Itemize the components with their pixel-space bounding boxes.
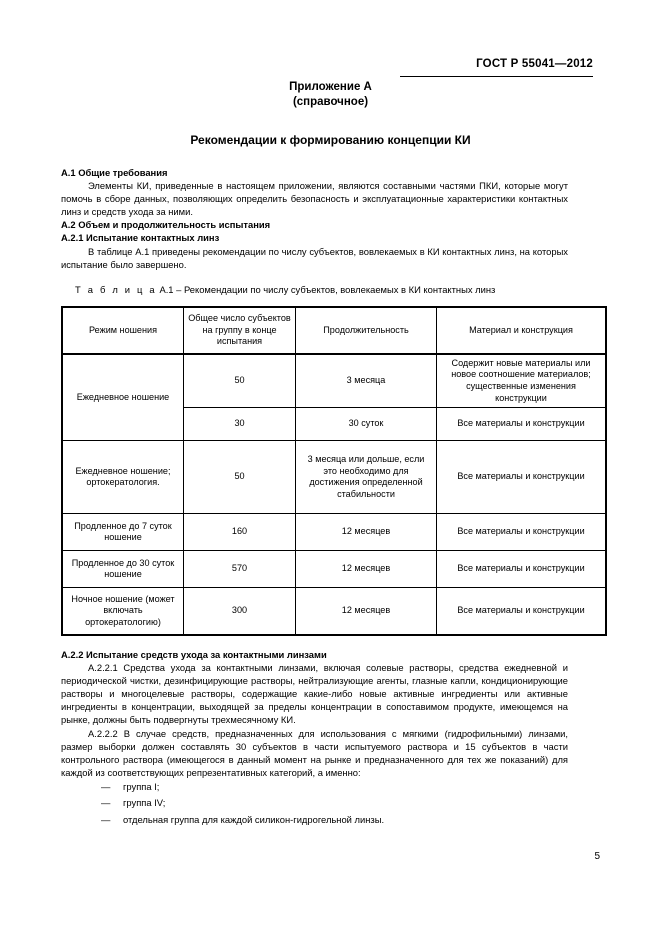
dash-marker: — (101, 780, 111, 792)
cell-duration: 12 месяцев (296, 588, 437, 636)
table-head (62, 307, 606, 354)
col-header-duration: Продолжительность (296, 307, 437, 354)
page-title: Рекомендации к формированию концепции КИ (190, 133, 471, 147)
category-list (61, 779, 568, 829)
heading-a21: А.2.1 Испытание контактных линз (61, 232, 220, 244)
cell-material: Все материалы и конструкции (437, 408, 607, 441)
table-body (62, 354, 606, 635)
table-row (62, 588, 606, 636)
heading-a22: А.2.2 Испытание средств ухода за контактными линзами (61, 649, 327, 660)
heading-a2: А.2 Объем и продолжительность испытания (61, 219, 271, 231)
body-upper (61, 166, 568, 271)
heading-a1: А.1 Общие требования (61, 167, 168, 178)
cell-duration: 3 месяца (296, 354, 437, 408)
cell-mode: Продленное до 30 суток ношение (62, 551, 184, 588)
cell-material: Все материалы и конструкции (437, 514, 607, 551)
cell-subjects: 50 (184, 354, 296, 408)
cell-material: Все материалы и конструкции (437, 441, 607, 514)
cell-duration: 12 месяцев (296, 551, 437, 588)
table-row (62, 354, 606, 408)
body-lower (61, 648, 568, 828)
cell-subjects: 30 (184, 408, 296, 441)
paragraph-a221: А.2.2.1 Средства ухода за контактными линзами, включая солевые растворы, средства ежедневной и периодической чистки, дезинфицирующие растворы, нейтрализующие агенты, глазные капли, кондиционирующие растворы и многоцелевые растворы, содержащие какие-либо новые активные ингредиенты или активные ингредиенты в концентрации, выходящей за пределы концентрации в сопоставимом продукте, имеющемся на рынке, должны быть подвергнуты трехмесячному КИ. (61, 662, 568, 726)
table-caption-number: А.1 (159, 284, 174, 295)
cell-subjects: 160 (184, 514, 296, 551)
cell-material: Все материалы и конструкции (437, 588, 607, 636)
header-rule (400, 76, 593, 77)
cell-mode: Ежедневное ношение; ортокератология. (62, 441, 184, 514)
table-caption-text: – Рекомендации по числу субъектов, вовлекаемых в КИ контактных линз (176, 284, 496, 295)
table-caption-label: Т а б л и ц а (75, 284, 157, 295)
list-item-label: группа IV; (123, 797, 166, 809)
dash-marker: — (101, 797, 111, 809)
list-item (61, 795, 568, 812)
table-header-row (62, 307, 606, 354)
cell-subjects: 300 (184, 588, 296, 636)
table-row (62, 551, 606, 588)
annex-title-block (0, 80, 661, 110)
page-number: 5 (594, 851, 600, 862)
col-header-subjects: Общее число субъектов на группу в конце испытания (184, 307, 296, 354)
paragraph-a1: Элементы КИ, приведенные в настоящем приложении, являются составными частями ПКИ, которые могут помочь в сборе данных, позволяющих определить безопасность и эксплуатационные характеристики контактных линз и средств ухода за ними. (61, 180, 568, 218)
cell-duration: 30 суток (296, 408, 437, 441)
annex-title: Приложение А (289, 81, 372, 93)
cell-mode: Ежедневное ношение (62, 354, 184, 441)
col-header-material: Материал и конструкция (437, 307, 607, 354)
list-item-label: группа I; (123, 780, 160, 792)
table-caption (75, 284, 495, 295)
cell-mode: Продленное до 7 суток ношение (62, 514, 184, 551)
list-item (61, 779, 568, 796)
cell-duration: 3 месяца или дольше, если это необходимо для достижения определенной стабильности (296, 441, 437, 514)
list-item (61, 812, 568, 829)
table-row (62, 514, 606, 551)
dash-marker: — (101, 813, 111, 825)
paragraph-a222: А.2.2.2 В случае средств, предназначенных для использования с мягкими (гидрофильными) линзами, размер выборки должен составлять 30 субъектов в части испытуемого раствора и 15 субъектов в части контрольного раствора (имеющегося в данный момент на рынке и предназначенного для тех же показаний) для каждой из соответствующих репрезентативных категорий, а именно: (61, 727, 568, 778)
col-header-mode: Режим ношения (62, 307, 184, 354)
recommendations-table (61, 306, 607, 636)
cell-subjects: 570 (184, 551, 296, 588)
table-row (62, 441, 606, 514)
cell-duration: 12 месяцев (296, 514, 437, 551)
cell-material: Содержит новые материалы или новое соотношение материалов; существенные изменения конструкции (437, 354, 607, 408)
cell-material: Все материалы и конструкции (437, 551, 607, 588)
paragraph-a21: В таблице А.1 приведены рекомендации по числу субъектов, вовлекаемых в КИ контактных линз, на которых испытание было завершено. (61, 245, 568, 270)
running-header-standard-id: ГОСТ Р 55041—2012 (476, 58, 593, 70)
cell-mode: Ночное ношение (может включать ортокератологию) (62, 588, 184, 636)
list-item-label: отдельная группа для каждой силикон-гидрогельной линзы. (123, 813, 385, 825)
annex-kind: (справочное) (292, 96, 369, 108)
cell-subjects: 50 (184, 441, 296, 514)
